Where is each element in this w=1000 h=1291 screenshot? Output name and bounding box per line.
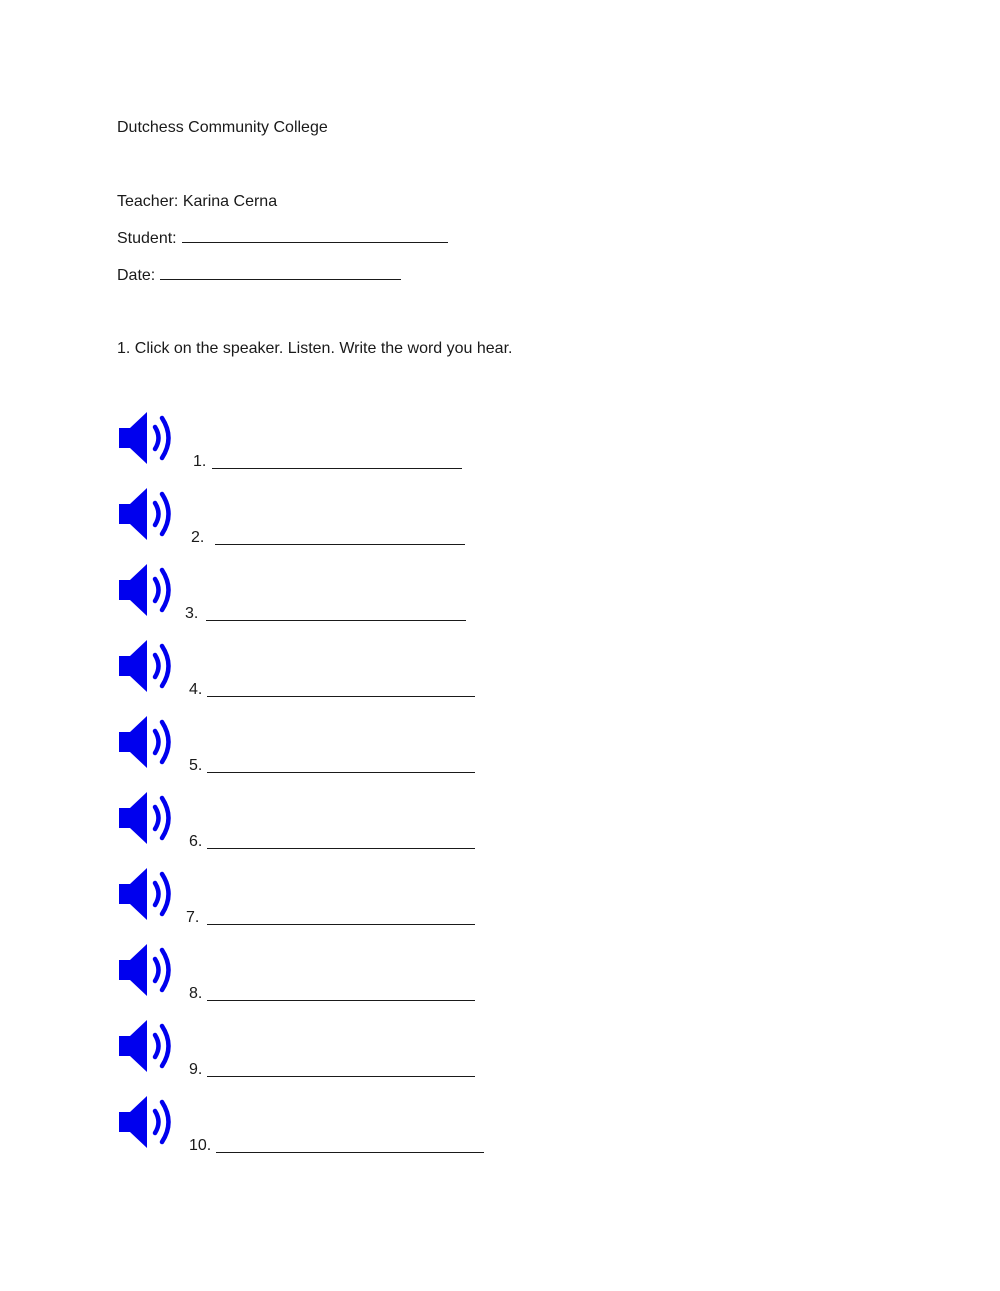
speaker-button-6[interactable] [117, 790, 175, 846]
item-number: 4. [189, 681, 203, 698]
speaker-icon [117, 942, 175, 998]
speaker-icon [117, 562, 175, 618]
student-label: Student: [117, 230, 177, 247]
item-number: 10. [189, 1137, 212, 1154]
speaker-button-9[interactable] [117, 1018, 175, 1074]
item-number: 5. [189, 757, 203, 774]
answer-blank-6[interactable] [207, 847, 475, 849]
item-number: 9. [189, 1061, 203, 1078]
speaker-button-1[interactable] [117, 410, 175, 466]
speaker-icon [117, 866, 175, 922]
date-label: Date: [117, 267, 156, 284]
speaker-button-4[interactable] [117, 638, 175, 694]
speaker-icon [117, 1094, 175, 1150]
speaker-button-7[interactable] [117, 866, 175, 922]
answer-blank-3[interactable] [206, 619, 466, 621]
answer-blank-2[interactable] [215, 543, 465, 545]
speaker-icon [117, 1018, 175, 1074]
speaker-button-10[interactable] [117, 1094, 175, 1150]
item-number: 2. [191, 529, 205, 546]
teacher-line: Teacher: Karina Cerna [117, 193, 278, 210]
date-line [117, 265, 401, 286]
speaker-button-3[interactable] [117, 562, 175, 618]
date-blank[interactable] [160, 265, 401, 280]
item-number: 3. [185, 605, 199, 622]
student-line [117, 228, 448, 249]
speaker-icon [117, 486, 175, 542]
instruction-text: 1. Click on the speaker. Listen. Write the word you hear. [117, 340, 513, 357]
answer-blank-10[interactable] [216, 1151, 484, 1153]
answer-blank-8[interactable] [207, 999, 475, 1001]
answer-blank-7[interactable] [207, 923, 475, 925]
answer-blank-5[interactable] [207, 771, 475, 773]
speaker-icon [117, 790, 175, 846]
item-number: 6. [189, 833, 203, 850]
speaker-button-8[interactable] [117, 942, 175, 998]
item-number: 7. [186, 909, 200, 926]
answer-blank-9[interactable] [207, 1075, 475, 1077]
institution-name: Dutchess Community College [117, 119, 328, 136]
item-number: 8. [189, 985, 203, 1002]
answer-blank-4[interactable] [207, 695, 475, 697]
item-number: 1. [193, 453, 207, 470]
speaker-button-2[interactable] [117, 486, 175, 542]
answer-blank-1[interactable] [212, 467, 462, 469]
speaker-icon [117, 714, 175, 770]
speaker-icon [117, 410, 175, 466]
speaker-button-5[interactable] [117, 714, 175, 770]
student-blank[interactable] [182, 228, 448, 243]
speaker-icon [117, 638, 175, 694]
